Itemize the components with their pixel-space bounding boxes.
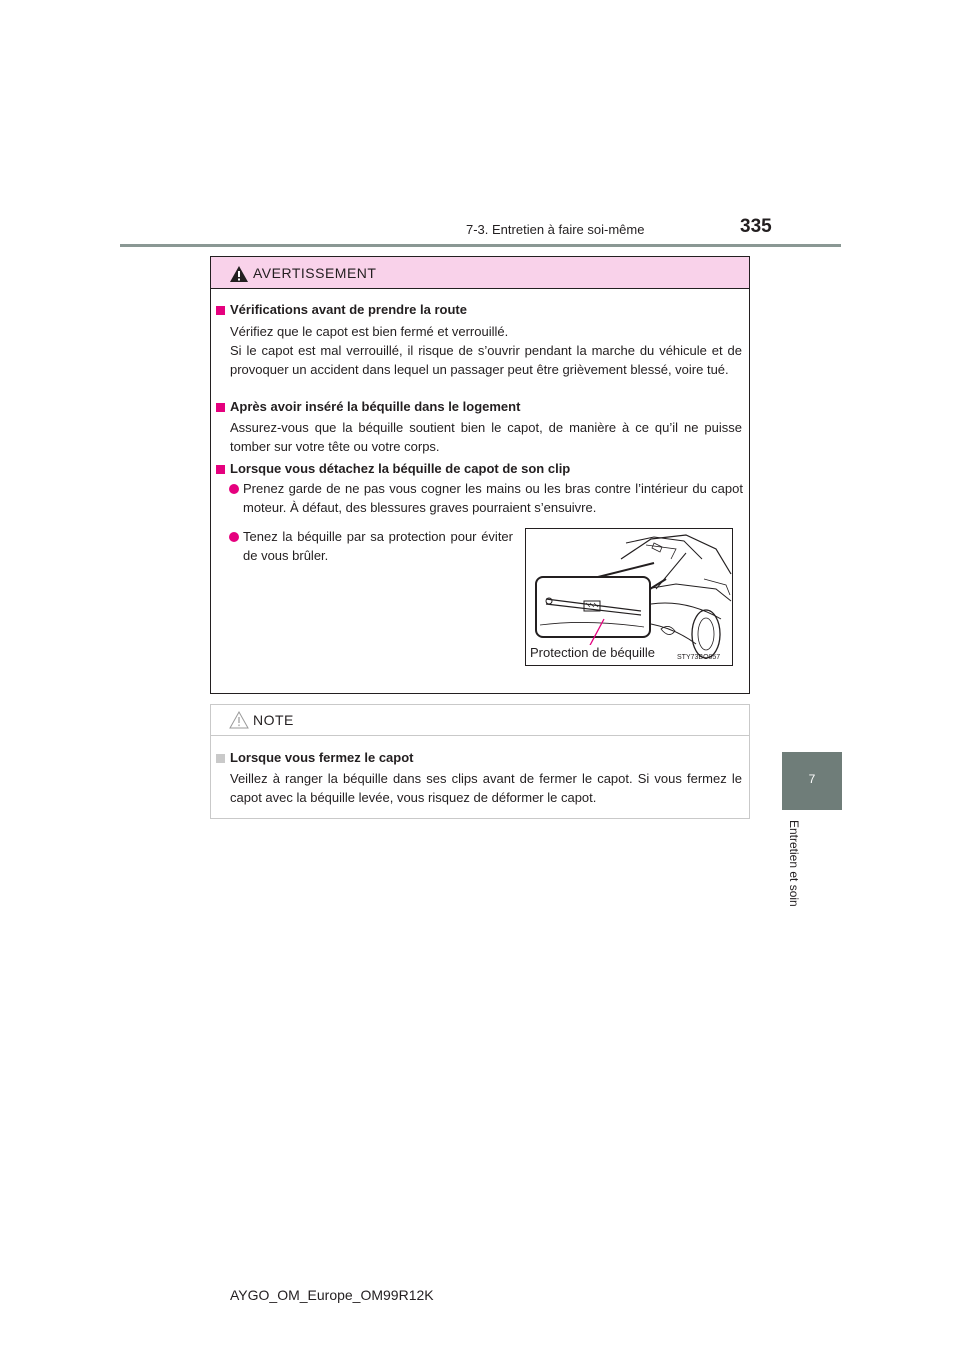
warning-item-text: Vérifiez que le capot est bien fermé et verrouillé.	[230, 324, 509, 339]
warning-item-heading: Après avoir inséré la béquille dans le logement	[230, 399, 521, 414]
footer-doc-id: AYGO_OM_Europe_OM99R12K	[230, 1287, 434, 1303]
warning-triangle-icon	[229, 265, 249, 288]
note-header	[211, 705, 749, 736]
note-heading: Lorsque vous fermez le capot	[230, 750, 414, 765]
page-number: 335	[740, 216, 772, 237]
note-title: NOTE	[253, 712, 294, 728]
warning-item-heading: Lorsque vous détachez la béquille de capot de son clip	[230, 461, 571, 476]
note-box	[210, 704, 750, 819]
warning-title: AVERTISSEMENT	[253, 265, 377, 281]
chapter-label: Entretien et soin	[787, 820, 801, 907]
square-bullet-icon	[216, 754, 225, 763]
header-divider	[120, 244, 841, 247]
warning-item-text: Si le capot est mal verrouillé, il risque de s’ouvrir pendant la marche du véhicule et de provoquer un accident dans lequel un passager peut être grièvement blessé, voire tué.	[230, 343, 742, 377]
square-bullet-icon	[216, 403, 225, 412]
figure-code: STY73BO057	[677, 654, 721, 661]
note-text: Veillez à ranger la béquille dans ses clips avant de fermer le capot. Si vous fermez le capot avec la béquille levée, vous risquez de déformer le capot.	[230, 771, 742, 805]
warning-item-text: Assurez-vous que la béquille soutient bien le capot, de manière à ce qu’il ne puisse tomber sur votre tête ou votre corps.	[230, 420, 742, 454]
warning-item-heading: Vérifications avant de prendre la route	[230, 302, 467, 317]
square-bullet-icon	[216, 306, 225, 315]
caution-triangle-icon	[229, 711, 249, 734]
square-bullet-icon	[216, 465, 225, 474]
section-title: 7-3. Entretien à faire soi-même	[466, 222, 645, 237]
warning-bullet-text: Tenez la béquille par sa protection pour éviter de vous brûler.	[243, 529, 513, 563]
round-bullet-icon	[229, 484, 239, 494]
figure-caption: Protection de béquille	[530, 645, 656, 660]
warning-header	[211, 257, 749, 289]
round-bullet-icon	[229, 532, 239, 542]
warning-bullet-text: Prenez garde de ne pas vous cogner les mains ou les bras contre l’intérieur du capot moteur. À défaut, des blessures graves pourraient s’ensuivre.	[243, 481, 743, 515]
chapter-number: 7	[808, 772, 816, 786]
